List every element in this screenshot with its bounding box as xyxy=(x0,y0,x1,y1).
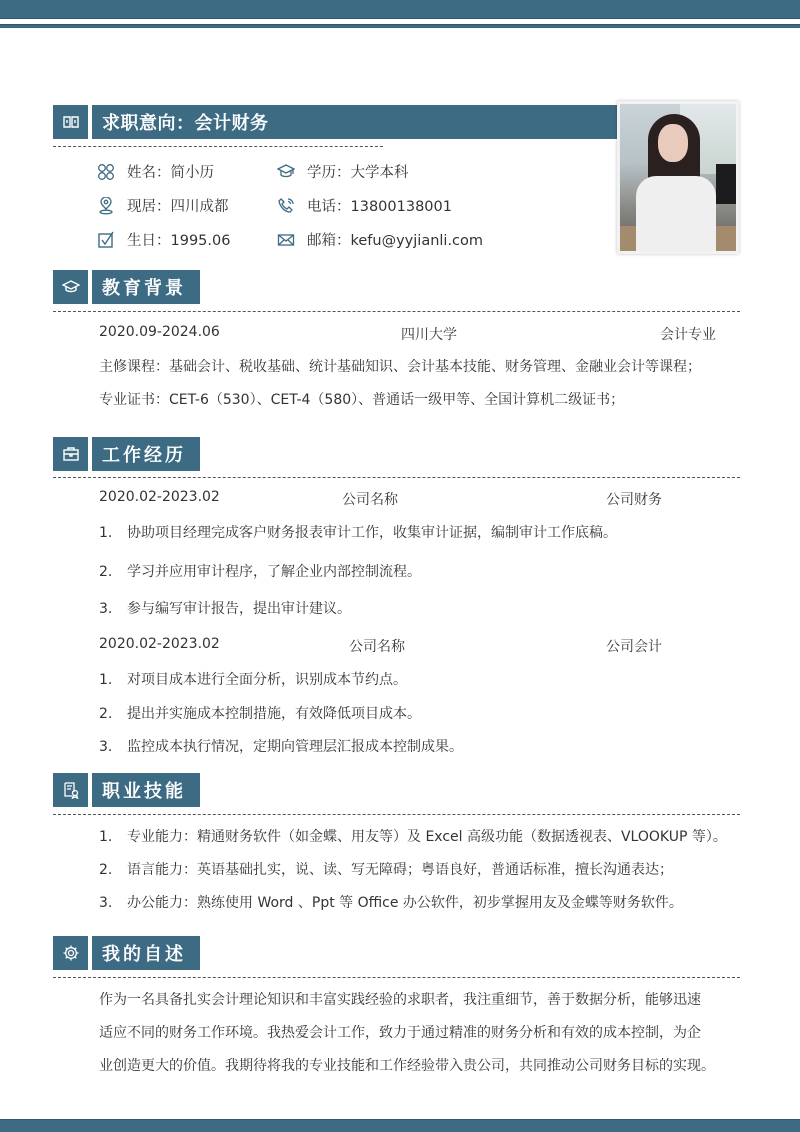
profile-email: 邮箱：kefu@yyjianli.com xyxy=(277,229,483,250)
job-company: 公司名称 xyxy=(349,639,405,655)
education-section-header xyxy=(53,270,200,304)
header-band xyxy=(0,0,800,19)
location-pin-icon xyxy=(97,197,115,215)
objective-divider xyxy=(53,146,383,147)
phone-icon xyxy=(277,197,295,215)
job-item: 2. 提出并实施成本控制措施，有效降低项目成本。 xyxy=(99,706,421,722)
graduation-cap-icon xyxy=(277,163,295,181)
certificate-icon xyxy=(53,773,88,807)
education-school: 四川大学 xyxy=(401,327,457,343)
briefcase-icon xyxy=(53,437,88,471)
job-item: 3. 参与编写审计报告，提出审计建议。 xyxy=(99,601,351,617)
about-line: 作为一名具备扎实会计理论知识和丰富实践经验的求职者，我注重细节，善于数据分析，能够迅速 xyxy=(99,992,701,1008)
job-position: 公司会计 xyxy=(606,639,662,655)
job-item: 1. 对项目成本进行全面分析，识别成本节约点。 xyxy=(99,672,407,688)
objective-title: 求职意向：会计财务 xyxy=(92,105,634,139)
about-divider xyxy=(53,977,740,978)
work-title: 工作经历 xyxy=(92,437,200,471)
clover-icon xyxy=(97,163,115,181)
about-line: 适应不同的财务工作环境。我热爱会计工作，致力于通过精准的财务分析和有效的成本控制，为企 xyxy=(99,1025,701,1041)
job-item: 1. 协助项目经理完成客户财务报表审计工作，收集审计证据，编制审计工作底稿。 xyxy=(99,525,617,541)
profile-photo xyxy=(617,101,739,254)
book-icon xyxy=(53,105,88,139)
objective-section-header xyxy=(53,105,634,139)
work-divider xyxy=(53,477,740,478)
skill-item: 2. 语言能力：英语基础扎实，说、读、写无障碍；粤语良好，普通话标准，擅长沟通表达； xyxy=(99,862,673,878)
checkbox-icon xyxy=(97,231,115,249)
profile-birth: 生日：1995.06 xyxy=(97,229,230,250)
profile-location: 现居：四川成都 xyxy=(97,195,229,216)
about-title: 我的自述 xyxy=(92,936,200,970)
job-item: 3. 监控成本执行情况，定期向管理层汇报成本控制成果。 xyxy=(99,739,463,755)
gear-icon xyxy=(53,936,88,970)
skill-item: 1. 专业能力：精通财务软件（如金蝶、用友等）及 Excel 高级功能（数据透视表、VLOOKUP 等）。 xyxy=(99,829,727,845)
footer-band xyxy=(0,1119,800,1132)
about-section-header xyxy=(53,936,200,970)
profile-education: 学历：大学本科 xyxy=(277,161,409,182)
job-period: 2020.02-2023.02 xyxy=(99,489,220,505)
job-period: 2020.02-2023.02 xyxy=(99,636,220,652)
header-rule xyxy=(0,24,800,28)
about-line: 业创造更大的价值。我期待将我的专业技能和工作经验带入贵公司，共同推动公司财务目标的实现。 xyxy=(99,1058,715,1074)
education-title: 教育背景 xyxy=(92,270,200,304)
skills-divider xyxy=(53,814,740,815)
education-major: 会计专业 xyxy=(660,327,716,343)
skills-section-header xyxy=(53,773,200,807)
profile-name: 姓名：简小历 xyxy=(97,161,214,182)
work-section-header xyxy=(53,437,200,471)
skill-item: 3. 办公能力：熟练使用 Word 、Ppt 等 Office 办公软件，初步掌握用友及金蝶等财务软件。 xyxy=(99,895,683,911)
job-company: 公司名称 xyxy=(342,492,398,508)
skills-title: 职业技能 xyxy=(92,773,200,807)
job-position: 公司财务 xyxy=(606,492,662,508)
graduation-cap-icon xyxy=(53,270,88,304)
job-item: 2. 学习并应用审计程序，了解企业内部控制流程。 xyxy=(99,564,421,580)
education-period: 2020.09-2024.06 xyxy=(99,324,220,340)
education-divider xyxy=(53,311,740,312)
profile-phone: 电话：13800138001 xyxy=(277,195,452,216)
education-certificates: 专业证书：CET-6（530）、CET-4（580）、普通话一级甲等、全国计算机二级证书； xyxy=(99,392,625,408)
envelope-icon xyxy=(277,231,295,249)
education-courses: 主修课程：基础会计、税收基础、统计基础知识、会计基本技能、财务管理、金融业会计等课程； xyxy=(99,359,701,375)
